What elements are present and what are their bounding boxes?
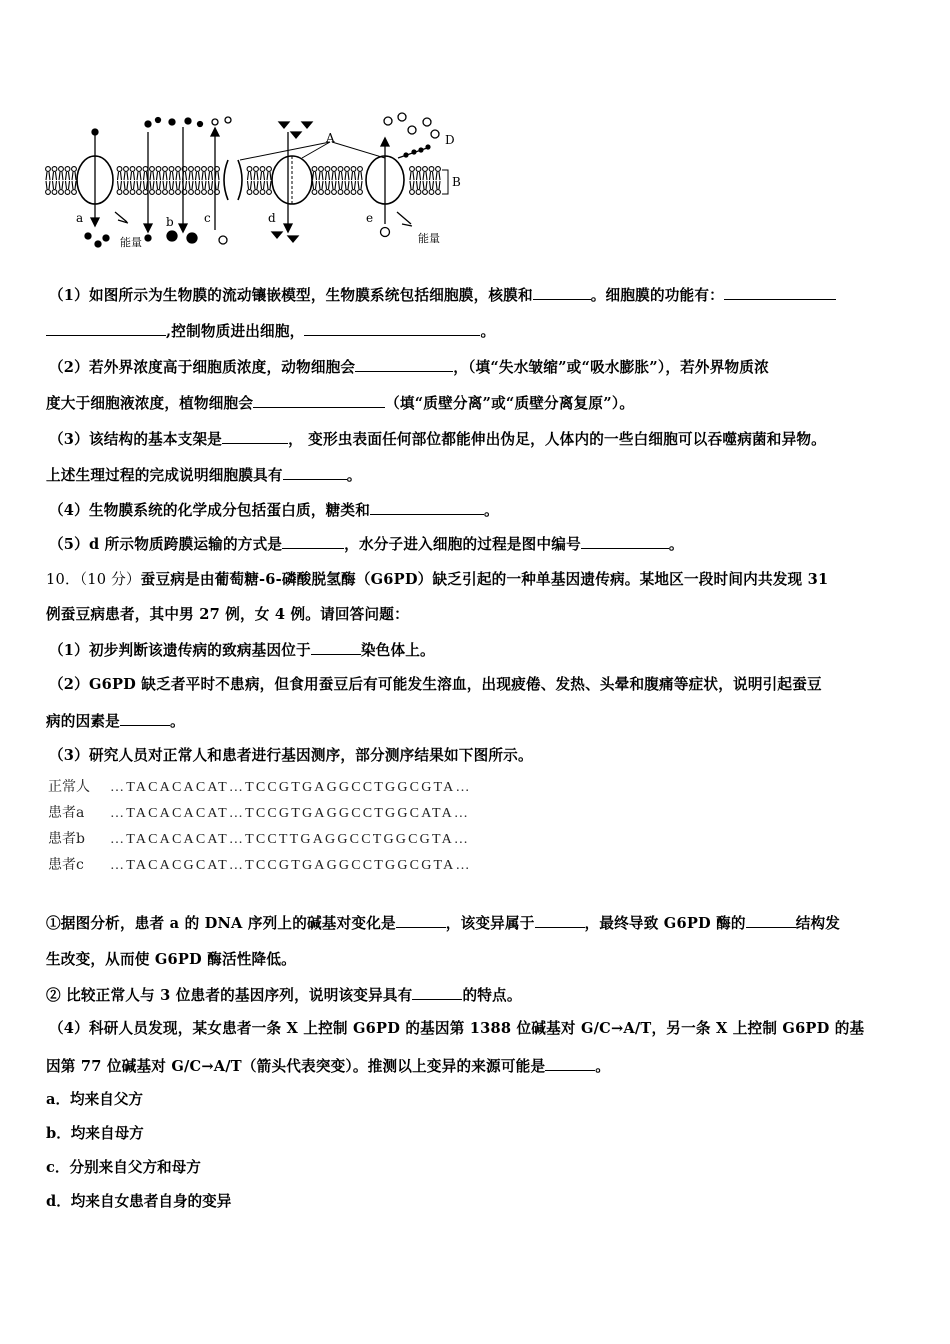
protein-c-bracket — [224, 160, 242, 200]
q10-part3: （3）研究人员对正常人和患者进行基因测序，部分测序结果如下图所示。 — [49, 747, 533, 764]
blank[interactable] — [311, 640, 361, 655]
channel-protein-d — [272, 156, 312, 204]
blank[interactable] — [533, 285, 591, 300]
membrane-diagram — [40, 112, 470, 252]
sequence-row-patient-a: 患者a …TACACACAT…TCCGTGAGGCCTGGCATA… — [48, 805, 471, 821]
label-d: d — [268, 211, 276, 225]
q10-sub1-line1: ①据图分析，患者 a 的 DNA 序列上的碱基对变化是 ，该变异属于 ，最终导致 G6PD 酶的 结构发 — [46, 915, 841, 932]
blank[interactable] — [535, 913, 585, 928]
question-number: 10．（10 分） — [46, 571, 141, 588]
blank[interactable] — [282, 534, 344, 549]
label-c: c — [204, 211, 211, 225]
blank[interactable] — [581, 534, 669, 549]
blank[interactable] — [396, 913, 446, 928]
blank[interactable] — [222, 429, 288, 444]
q9-part2-line1: （2）若外界浓度高于细胞质浓度，动物细胞会 ，（填“失水皱缩”或“吸水膨胀”），若外界物质浓 — [49, 359, 769, 376]
option-d[interactable]: d．均来自女患者自身的变异 — [46, 1193, 232, 1210]
option-a[interactable]: a．均来自父方 — [46, 1091, 144, 1108]
label-b: b — [166, 215, 174, 229]
label-e: e — [366, 211, 374, 225]
option-c[interactable]: c．分别来自父方和母方 — [46, 1159, 201, 1176]
blank[interactable] — [412, 985, 462, 1000]
label-D: D — [445, 133, 455, 147]
q10-part4-line1: （4）科研人员发现，某女患者一条 X 上控制 G6PD 的基因第 1388 位碱基对 G/C→A/T，另一条 X 上控制 G6PD 的基 — [49, 1020, 865, 1037]
q9-part2-line2: 度大于细胞液浓度，植物细胞会 （填“质壁分离”或“质壁分离复原”）。 — [46, 395, 635, 412]
q10-part4-line2: 因第 77 位碱基对 G/C→A/T（箭头代表突变）。推测以上变异的来源可能是 。 — [46, 1058, 611, 1075]
q9-part1-line2: ,控制物质进出细胞， 。 — [46, 321, 916, 342]
sequence-row-patient-b: 患者b …TACACACAT…TCCTTGAGGCCTGGCGTA… — [48, 831, 471, 847]
label-energy-left: 能量 — [120, 236, 142, 249]
q10-part2-line1: （2）G6PD 缺乏者平时不患病，但食用蚕豆后有可能发生溶血，出现疲倦、发热、头晕和腹痛等症状，说明引起蚕豆 — [49, 676, 822, 693]
blank[interactable] — [304, 321, 480, 336]
label-a: a — [76, 211, 84, 225]
q9-part1-line1: （1）如图所示为生物膜的流动镶嵌模型，生物膜系统包括细胞膜，核膜和 。细胞膜的功能有： — [49, 285, 919, 306]
q10-sub2: ② 比较正常人与 3 位患者的基因序列，说明该变异具有 的特点。 — [46, 987, 522, 1004]
glycoprotein-d — [398, 145, 430, 158]
blank[interactable] — [724, 285, 836, 300]
blank[interactable] — [46, 321, 166, 336]
blank[interactable] — [120, 711, 170, 726]
q9-part3-line1: （3）该结构的基本支架是 ， 变形虫表面任何部位都能伸出伪足，人体内的一些白细胞可以吞噬病菌和异物。 — [49, 431, 826, 448]
q9-part5: （5）d 所示物质跨膜运输的方式是 ，水分子进入细胞的过程是图中编号 。 — [49, 536, 684, 553]
sequence-row-normal: 正常人 …TACACACAT…TCCGTGAGGCCTGGCGTA… — [48, 779, 472, 795]
label-energy-right: 能量 — [418, 232, 440, 245]
molecules-top — [92, 113, 439, 138]
q9-part4: （4）生物膜系统的化学成分包括蛋白质，糖类和 。 — [49, 502, 499, 519]
blank[interactable] — [283, 465, 347, 480]
q10-sub1-line2: 生改变，从而使 G6PD 酶活性降低。 — [46, 951, 296, 968]
blank[interactable] — [253, 393, 385, 408]
blank[interactable] — [746, 913, 796, 928]
label-A: A — [326, 131, 335, 145]
q10-part1: （1）初步判断该遗传病的致病基因位于 染色体上。 — [49, 642, 435, 659]
label-B: B — [452, 175, 461, 189]
blank[interactable] — [545, 1056, 595, 1071]
blank[interactable] — [355, 357, 453, 372]
blank[interactable] — [370, 500, 484, 515]
q10-line2: 例蚕豆病患者，其中男 27 例，女 4 例。请回答问题： — [46, 606, 409, 623]
q10-part2-line2: 病的因素是 。 — [46, 713, 185, 730]
option-b[interactable]: b．均来自母方 — [46, 1125, 144, 1142]
sequence-row-patient-c: 患者c …TACACGCAT…TCCGTGAGGCCTGGCGTA… — [48, 857, 472, 873]
q9-part3-line2: 上述生理过程的完成说明细胞膜具有 。 — [46, 467, 362, 484]
q10-line1: 10．（10 分）蚕豆病是由葡萄糖-6-磷酸脱氢酶（G6PD）缺乏引起的一种单基因遗传病。某地区一段时间内共发现 31 — [46, 571, 829, 588]
